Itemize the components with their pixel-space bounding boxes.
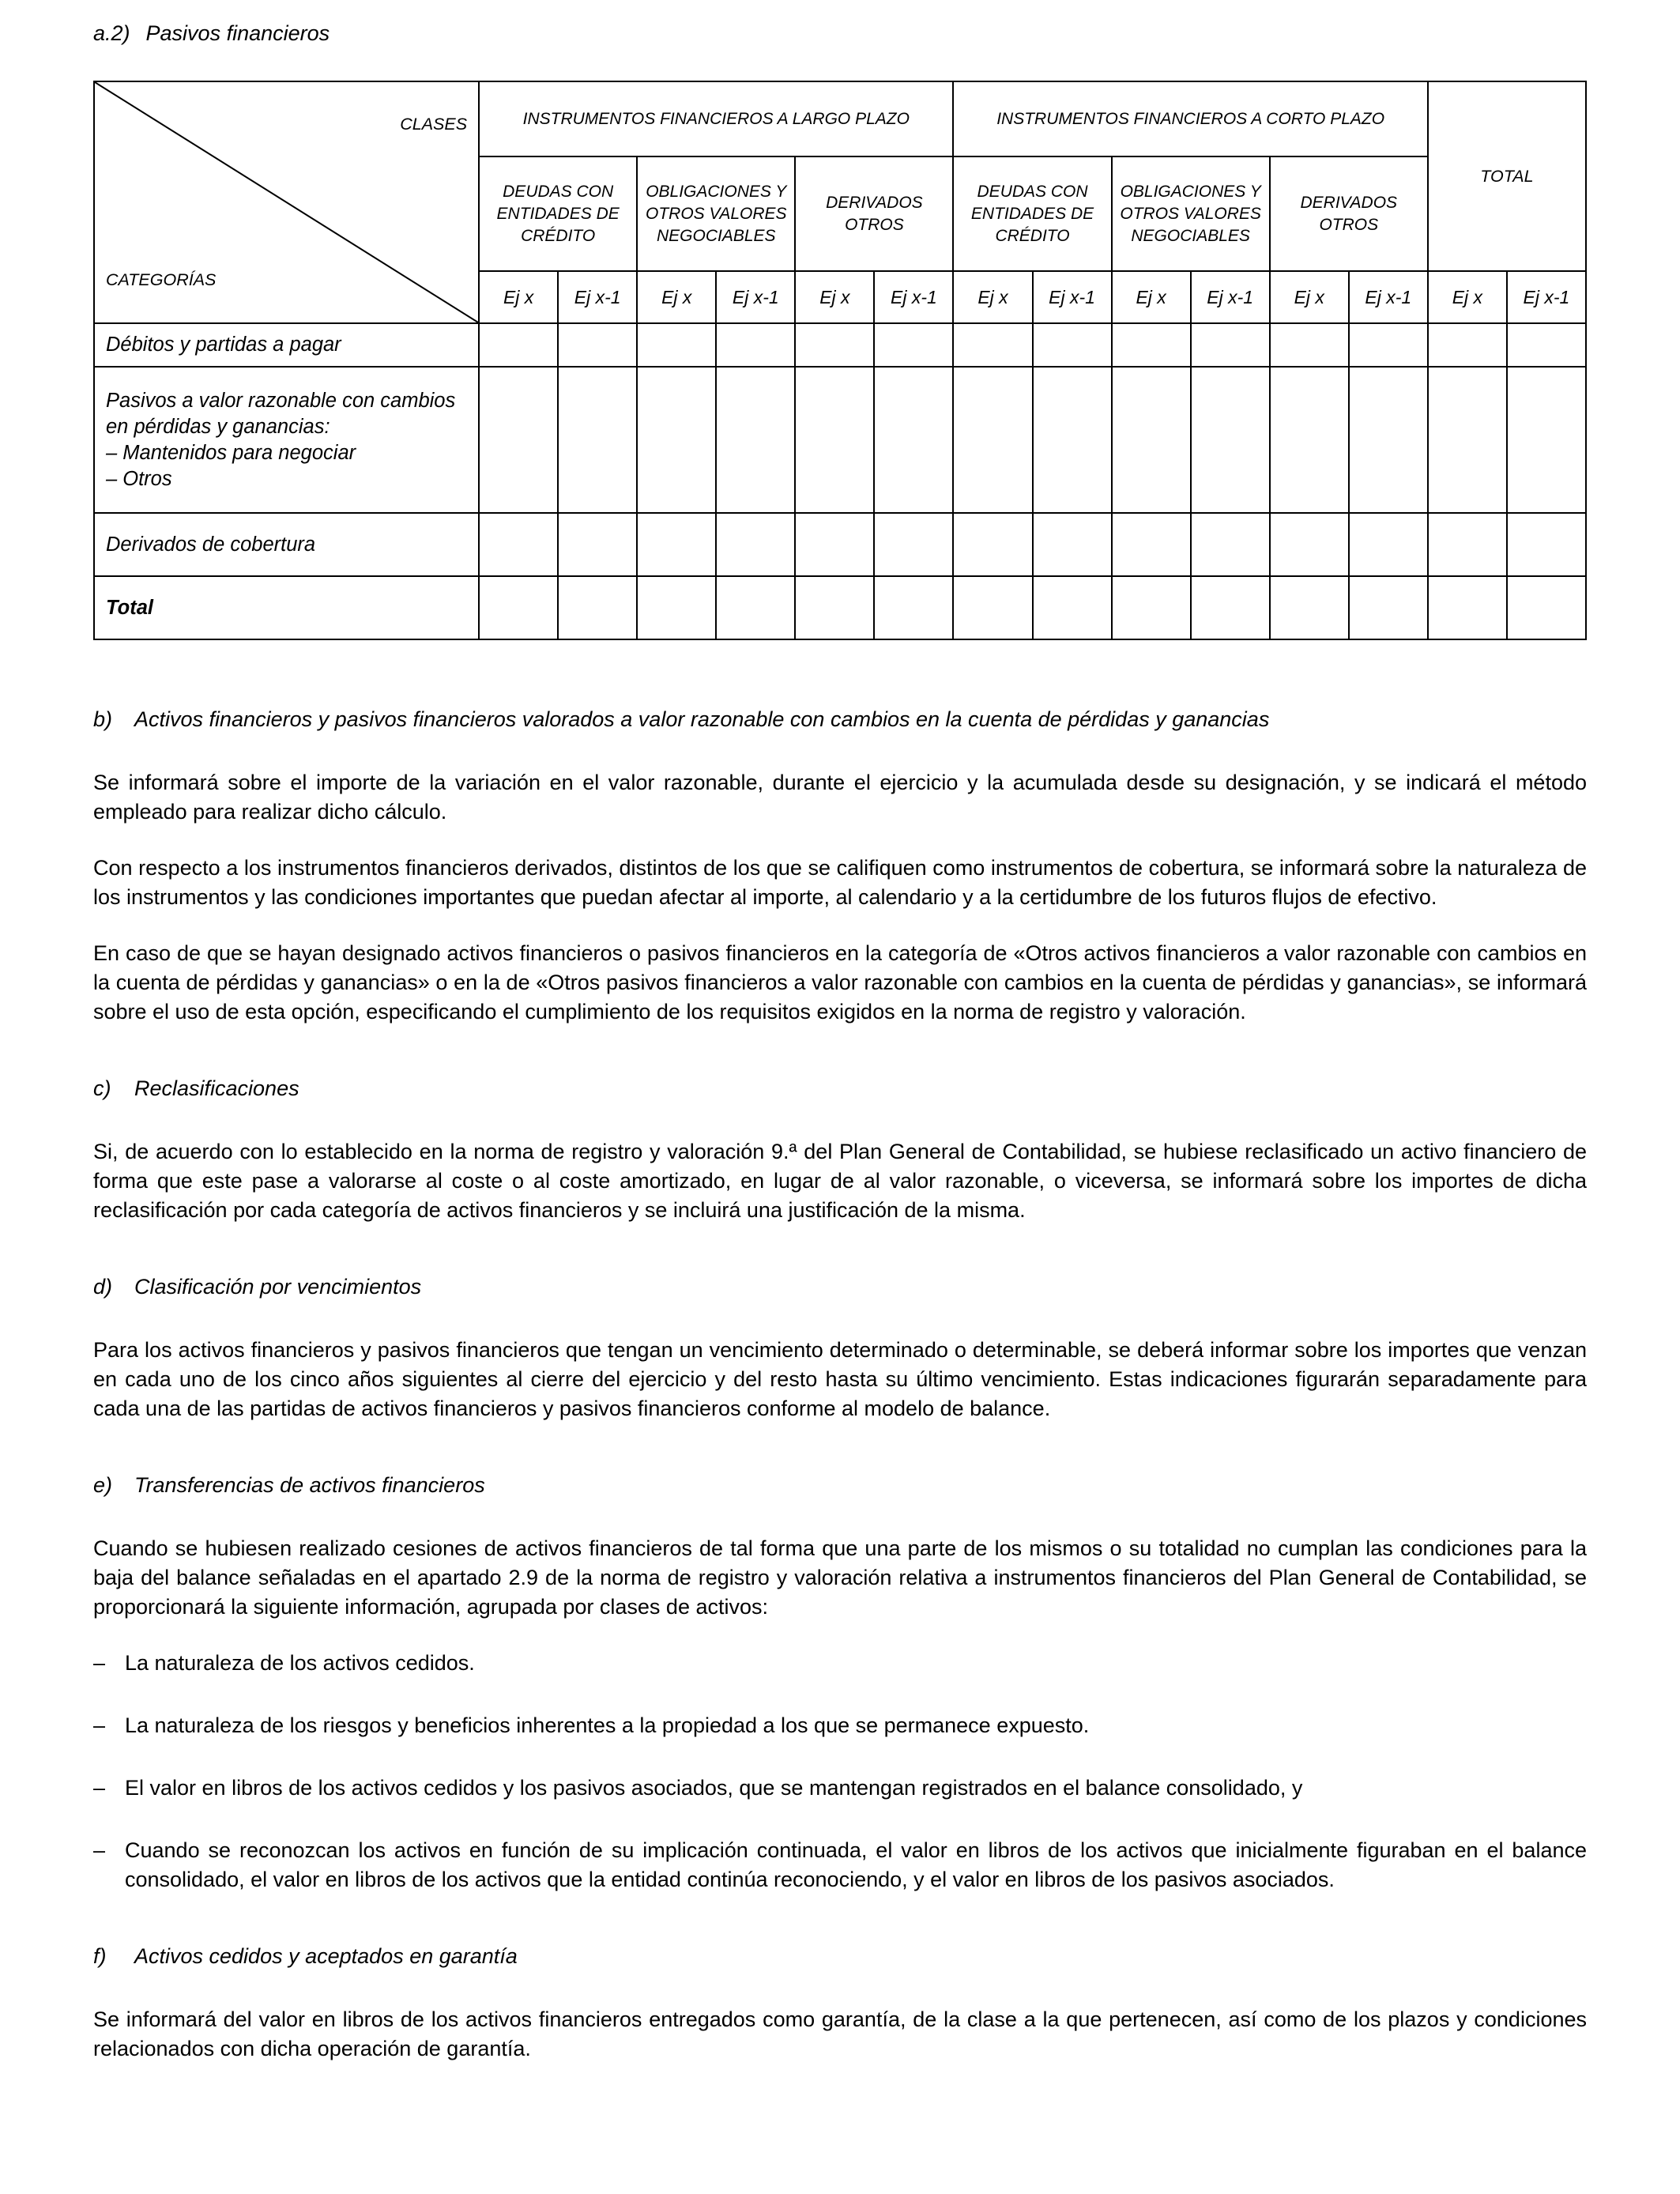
table-data-cell	[1191, 323, 1270, 367]
table-data-cell	[1428, 576, 1507, 639]
dash-marker: –	[93, 1651, 106, 1675]
paragraph-b-3: En caso de que se hayan designado activos financieros o pasivos financieros en la categoría de «Otros activos financieros a valor razonable con cambios en la cuenta de pérdidas y ganancias» o en la de «Otros pasivos financieros a valor razonable con cambios en la cuenta de pérdidas y ganancias», se informará sobre el uso de esta opción, especificando el cumplimiento de los requisitos exigidos en la norma de registro y valoración.	[93, 941, 1587, 1023]
table-data-cell	[1191, 367, 1270, 513]
table-data-cell	[1428, 513, 1507, 576]
table-data-cell	[479, 576, 558, 639]
table-data-cell	[1191, 513, 1270, 576]
table-data-cell	[1033, 513, 1112, 576]
subheader-deudas-largo: DEUDAS CON ENTIDADES DE CRÉDITO	[479, 156, 637, 271]
table-data-cell	[558, 367, 637, 513]
dash-marker: –	[93, 1713, 106, 1737]
total-header: TOTAL	[1428, 81, 1586, 271]
table-data-cell	[716, 513, 795, 576]
ej-x1-header: Ej x-1	[1507, 271, 1586, 323]
table-data-cell	[479, 367, 558, 513]
list-item-text: Cuando se reconozcan los activos en función de su implicación continuada, el valor en libros de los activos que inicialmente figuraban en el balance consolidado, el valor en libros de los activos que la entidad continúa reconociendo, y el valor en libros de los pasivos asociados.	[125, 1838, 1587, 1891]
list-item	[93, 1711, 1587, 1740]
table-data-cell	[716, 367, 795, 513]
pasivos-financieros-table	[93, 81, 1587, 640]
table-data-cell	[1033, 323, 1112, 367]
row-label-subitem: – Otros	[106, 467, 172, 490]
ej-x-header: Ej x	[1270, 271, 1349, 323]
table-row-total	[94, 576, 1586, 639]
row-label	[94, 367, 479, 513]
list-item-text: La naturaleza de los activos cedidos.	[125, 1651, 475, 1675]
table-corner-cell	[94, 81, 479, 323]
ej-x-header: Ej x	[953, 271, 1032, 323]
ej-x-header: Ej x	[479, 271, 558, 323]
list-item-text: El valor en libros de los activos cedidos y los pasivos asociados, que se mantengan registrados en el balance consolidado, y	[125, 1776, 1303, 1800]
table-header-row-groups	[94, 81, 1586, 156]
table-data-cell	[795, 367, 874, 513]
section-heading-b	[93, 707, 1587, 732]
table-data-cell	[716, 576, 795, 639]
section-letter: e)	[93, 1473, 113, 1497]
table-data-cell	[953, 367, 1032, 513]
section-heading-a2	[93, 21, 1587, 46]
section-title: Clasificación por vencimientos	[134, 1275, 422, 1299]
subheader-obligaciones-largo: OBLIGACIONES Y OTROS VALORES NEGOCIABLES	[637, 156, 795, 271]
table-data-cell	[874, 367, 953, 513]
ej-x1-header: Ej x-1	[1033, 271, 1112, 323]
ej-x-header: Ej x	[1112, 271, 1191, 323]
table-data-cell	[1270, 513, 1349, 576]
paragraph-d-1: Para los activos financieros y pasivos financieros que tengan un vencimiento determinado o determinable, se deberá informar sobre los importes que venzan en cada uno de los cinco años siguientes al cierre del ejercicio y del resto hasta su último vencimiento. Estas indicaciones figurarán separadamente para cada una de las partidas de activos financieros y pasivos financieros conforme al modelo de balance.	[93, 1338, 1587, 1420]
ej-x1-header: Ej x-1	[1349, 271, 1428, 323]
dash-marker: –	[93, 1776, 106, 1800]
list-item	[93, 1649, 1587, 1678]
section-letter: f)	[93, 1944, 107, 1968]
subheader-obligaciones-corto: OBLIGACIONES Y OTROS VALORES NEGOCIABLES	[1112, 156, 1270, 271]
ej-x1-header: Ej x-1	[716, 271, 795, 323]
row-label-subitem: – Mantenidos para negociar	[106, 441, 356, 464]
table-data-cell	[1507, 367, 1586, 513]
table-data-cell	[953, 323, 1032, 367]
group-header-corto-plazo: INSTRUMENTOS FINANCIEROS A CORTO PLAZO	[953, 81, 1427, 156]
subheader-derivados-corto: DERIVADOS OTROS	[1270, 156, 1428, 271]
section-heading-c	[93, 1076, 1587, 1101]
table-data-cell	[874, 323, 953, 367]
table-data-cell	[874, 576, 953, 639]
transfer-conditions-list	[93, 1649, 1587, 1894]
table-data-cell	[1349, 576, 1428, 639]
corner-label-clases: CLASES	[400, 115, 468, 134]
table-data-cell	[1033, 367, 1112, 513]
row-label-text: Pasivos a valor razonable con cambios en pérdidas y ganancias:	[106, 389, 456, 438]
table-data-cell	[558, 576, 637, 639]
paragraph-c-1: Si, de acuerdo con lo establecido en la norma de registro y valoración 9.ª del Plan General de Contabilidad, se hubiese reclasificado un activo financiero de forma que este pase a valorarse al coste o al coste amortizado, en lugar de al valor razonable, o viceversa, se informará sobre los importes de dicha reclasificación por cada categoría de activos financieros y se incluirá una justificación de la misma.	[93, 1140, 1587, 1222]
table-data-cell	[1349, 323, 1428, 367]
list-item-text: La naturaleza de los riesgos y beneficios inherentes a la propiedad a los que se permanece expuesto.	[125, 1713, 1090, 1737]
table-data-cell	[558, 323, 637, 367]
table-data-cell	[637, 513, 716, 576]
section-title: Reclasificaciones	[134, 1076, 299, 1100]
paragraph-b-2: Con respecto a los instrumentos financieros derivados, distintos de los que se califiquen como instrumentos de cobertura, se informará sobre la naturaleza de los instrumentos y las condiciones importantes que puedan afectar al importe, al calendario y a la certidumbre de los futuros flujos de efectivo.	[93, 856, 1587, 909]
section-letter: a.2)	[93, 21, 130, 45]
table-data-cell	[795, 576, 874, 639]
ej-x1-header: Ej x-1	[558, 271, 637, 323]
table-data-cell	[1270, 367, 1349, 513]
dash-marker: –	[93, 1838, 106, 1862]
table-data-cell	[953, 576, 1032, 639]
table-row-derivados-cobertura	[94, 513, 1586, 576]
section-heading-f	[93, 1943, 1587, 1969]
section-letter: c)	[93, 1076, 111, 1100]
table-row-pasivos-valor-razonable	[94, 367, 1586, 513]
table-data-cell	[874, 513, 953, 576]
paragraph-b-1: Se informará sobre el importe de la variación en el valor razonable, durante el ejercicio y la acumulada desde su designación, y se indicará el método empleado para realizar dicho cálculo.	[93, 771, 1587, 824]
section-heading-d	[93, 1274, 1587, 1299]
section-title: Activos cedidos y aceptados en garantía	[134, 1944, 518, 1968]
corner-label-categorias: CATEGORÍAS	[106, 270, 217, 289]
table-data-cell	[1112, 323, 1191, 367]
table-data-cell	[479, 323, 558, 367]
table-data-cell	[1349, 367, 1428, 513]
table-data-cell	[1507, 323, 1586, 367]
table-data-cell	[1033, 576, 1112, 639]
table-data-cell	[1270, 576, 1349, 639]
table-data-cell	[716, 323, 795, 367]
table-data-cell	[1112, 513, 1191, 576]
table-data-cell	[637, 323, 716, 367]
table-data-cell	[1349, 513, 1428, 576]
section-letter: b)	[93, 707, 113, 731]
paragraph-f-1: Se informará del valor en libros de los activos financieros entregados como garantía, de la clase a la que pertenecen, así como de los plazos y condiciones relacionados con dicha operación de garantía.	[93, 2007, 1587, 2060]
row-label: Débitos y partidas a pagar	[94, 323, 479, 367]
table-data-cell	[1191, 576, 1270, 639]
table-data-cell	[795, 513, 874, 576]
row-label: Derivados de cobertura	[94, 513, 479, 576]
ej-x1-header: Ej x-1	[1191, 271, 1270, 323]
section-title: Transferencias de activos financieros	[134, 1473, 485, 1497]
subheader-derivados-largo: DERIVADOS OTROS	[795, 156, 953, 271]
table-data-cell	[1112, 576, 1191, 639]
table-data-cell	[479, 513, 558, 576]
table-data-cell	[1507, 513, 1586, 576]
section-title: Activos financieros y pasivos financieros valorados a valor razonable con cambios en la cuenta de pérdidas y ganancias	[134, 707, 1270, 731]
section-title: Pasivos financieros	[145, 21, 330, 45]
table-data-cell	[1112, 367, 1191, 513]
table-data-cell	[795, 323, 874, 367]
subheader-deudas-corto: DEUDAS CON ENTIDADES DE CRÉDITO	[953, 156, 1111, 271]
table-data-cell	[1428, 323, 1507, 367]
section-heading-e	[93, 1472, 1587, 1498]
row-label-total: Total	[94, 576, 479, 639]
list-item	[93, 1836, 1587, 1894]
paragraph-e-1: Cuando se hubiesen realizado cesiones de activos financieros de tal forma que una parte de los mismos o su totalidad no cumplan las condiciones para la baja del balance señaladas en el apartado 2.9 de la norma de registro y valoración relativa a instrumentos financieros del Plan General de Contabilidad, se proporcionará la siguiente información, agrupada por clases de activos:	[93, 1536, 1587, 1619]
table-data-cell	[1270, 323, 1349, 367]
table-data-cell	[637, 576, 716, 639]
table-data-cell	[1507, 576, 1586, 639]
ej-x-header: Ej x	[1428, 271, 1507, 323]
ej-x-header: Ej x	[795, 271, 874, 323]
table-data-cell	[953, 513, 1032, 576]
table-data-cell	[637, 367, 716, 513]
table-data-cell	[1428, 367, 1507, 513]
table-data-cell	[558, 513, 637, 576]
ej-x1-header: Ej x-1	[874, 271, 953, 323]
table-row-debitos	[94, 323, 1586, 367]
list-item	[93, 1774, 1587, 1803]
section-letter: d)	[93, 1275, 113, 1299]
ej-x-header: Ej x	[637, 271, 716, 323]
group-header-largo-plazo: INSTRUMENTOS FINANCIEROS A LARGO PLAZO	[479, 81, 953, 156]
